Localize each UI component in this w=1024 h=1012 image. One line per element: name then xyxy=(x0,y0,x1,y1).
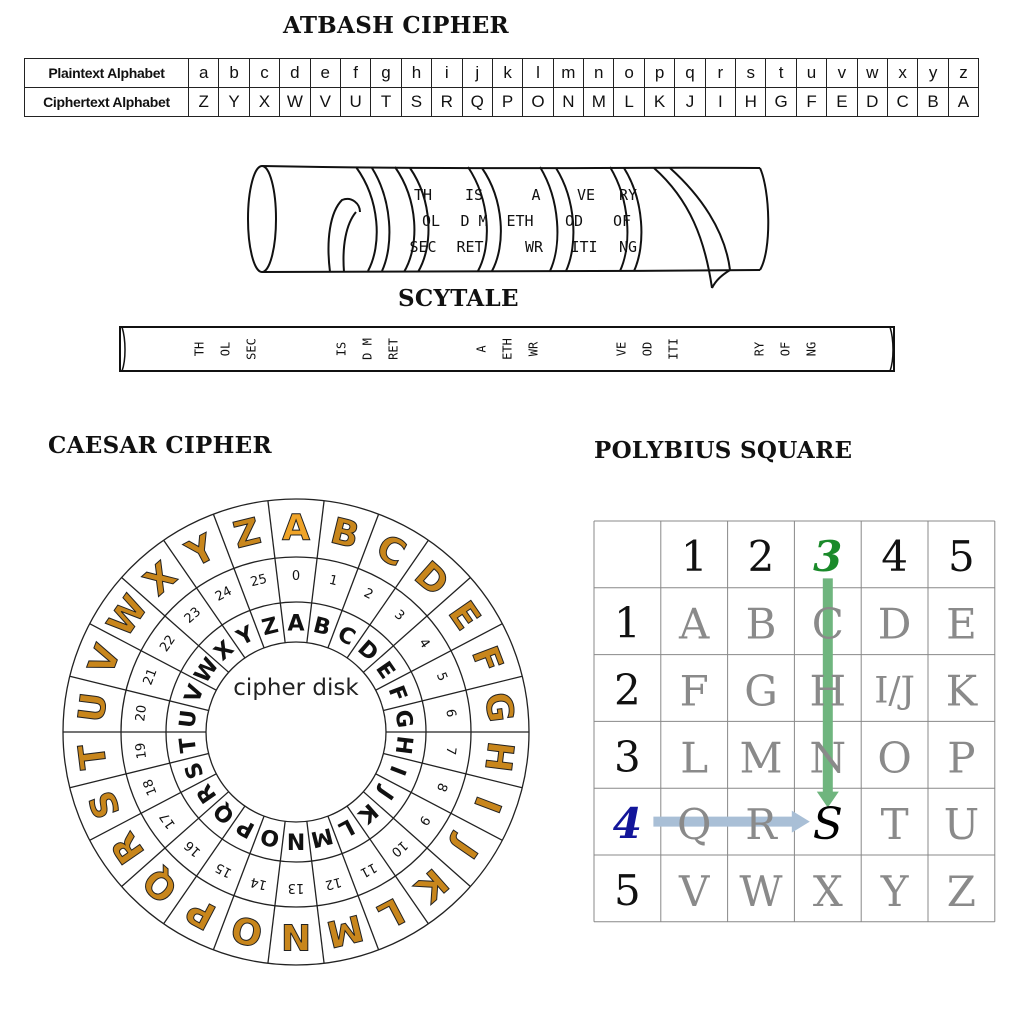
cell-letter: W xyxy=(739,866,783,916)
rod-text-fragment: TH xyxy=(413,186,433,204)
inner-ring-number: 20 xyxy=(133,704,151,723)
outer-ring-letter: S xyxy=(81,784,130,824)
strip-text-fragment: WR xyxy=(526,341,541,357)
inner-ring-number: 13 xyxy=(287,880,305,895)
column-header: 3 xyxy=(813,531,843,581)
rod-text-fragment: IS xyxy=(464,186,484,204)
plaintext-cell: z xyxy=(948,59,978,88)
ciphertext-cell: V xyxy=(310,88,340,117)
ciphertext-cell: H xyxy=(736,88,766,117)
inner-ring-number: 14 xyxy=(248,873,269,893)
cell-letter: F xyxy=(679,666,709,716)
rod-text-fragment: VE xyxy=(576,186,596,204)
inner-ring-letter: H xyxy=(389,734,417,756)
plaintext-cell: w xyxy=(857,59,887,88)
plaintext-cell: g xyxy=(371,59,401,88)
plaintext-cell: c xyxy=(249,59,279,88)
outer-ring-letter: V xyxy=(81,639,130,680)
inner-ring-number: 25 xyxy=(248,571,269,591)
cell-letter: L xyxy=(680,733,709,783)
plaintext-cell: v xyxy=(827,59,857,88)
inner-ring-number: 4 xyxy=(415,635,433,652)
outer-ring-letter: G xyxy=(476,690,521,725)
row-header: 1 xyxy=(614,598,641,648)
inner-ring-letter: B xyxy=(310,612,333,642)
rod-text-fragment: NG xyxy=(618,238,638,256)
inner-ring-number: 0 xyxy=(291,569,301,584)
strip-text-fragment: ITI xyxy=(666,338,681,360)
inner-ring-number: 6 xyxy=(442,708,459,719)
inner-ring-letter: Z xyxy=(259,613,281,642)
outer-ring-letter: E xyxy=(440,594,488,638)
ciphertext-cell: F xyxy=(796,88,826,117)
plaintext-cell: x xyxy=(887,59,917,88)
inner-ring-number: 11 xyxy=(357,859,380,881)
ciphertext-cell: T xyxy=(371,88,401,117)
cell-letter: B xyxy=(745,599,777,649)
inner-ring-letter: W xyxy=(189,653,225,688)
cell-letter: Q xyxy=(676,800,712,850)
rod-text-fragment: OL xyxy=(421,212,441,230)
plaintext-label: Plaintext Alphabet xyxy=(25,59,189,88)
column-header: 1 xyxy=(680,531,708,581)
inner-ring-letter: N xyxy=(286,827,306,853)
outer-ring-letter: M xyxy=(322,905,368,955)
strip-text-fragment: VE xyxy=(614,341,629,357)
outer-ring-letter: Y xyxy=(180,527,223,576)
ciphertext-cell: X xyxy=(249,88,279,117)
plaintext-cell: p xyxy=(644,59,674,88)
inner-ring-number: 23 xyxy=(181,604,205,627)
rod-text-fragment: WR xyxy=(524,238,544,256)
column-header: 4 xyxy=(881,531,908,581)
cell-letter: I/J xyxy=(874,670,915,712)
inner-ring-letter: Y xyxy=(232,621,259,652)
cell-letter: O xyxy=(877,733,912,783)
ciphertext-cell: L xyxy=(614,88,644,117)
inner-ring-number: 24 xyxy=(212,583,235,605)
cell-letter: T xyxy=(880,800,909,850)
plaintext-cell: y xyxy=(918,59,948,88)
ciphertext-cell: P xyxy=(492,88,522,117)
outer-ring-letter: F xyxy=(463,640,511,679)
plaintext-cell: l xyxy=(523,59,553,88)
strip-text-fragment: SEC xyxy=(244,338,259,360)
inner-ring-letter: C xyxy=(333,621,360,652)
inner-ring-letter: K xyxy=(352,797,383,828)
inner-ring-number: 5 xyxy=(432,670,450,684)
outer-ring-letter: T xyxy=(71,741,116,772)
ciphertext-cell: Y xyxy=(219,88,249,117)
ciphertext-cell: K xyxy=(644,88,674,117)
atbash-title: ATBASH CIPHER xyxy=(283,12,509,39)
inner-ring-number: 22 xyxy=(157,632,179,655)
outer-ring-letter: C xyxy=(369,527,413,576)
inner-ring-number: 8 xyxy=(432,780,450,794)
row-header: 2 xyxy=(614,665,641,715)
rod-text-fragment: OD xyxy=(564,212,584,230)
plaintext-cell: s xyxy=(736,59,766,88)
inner-ring-number: 21 xyxy=(140,666,161,688)
strip-text-fragment: RY xyxy=(752,341,767,357)
outer-ring-letter: Q xyxy=(135,859,186,911)
plaintext-cell: f xyxy=(340,59,370,88)
inner-ring-letter: F xyxy=(382,682,412,706)
ciphertext-cell: C xyxy=(887,88,917,117)
rod-text-fragment: ITI xyxy=(570,238,598,256)
inner-ring-letter: P xyxy=(232,812,259,843)
outer-ring-letter: K xyxy=(407,860,456,910)
outer-ring-letter: H xyxy=(476,739,521,775)
inner-ring-number: 2 xyxy=(361,585,376,603)
plaintext-cell: n xyxy=(584,59,614,88)
inner-ring-letter: J xyxy=(372,782,398,804)
inner-ring-number: 17 xyxy=(157,809,179,832)
result-cell-letter: S xyxy=(812,799,843,851)
outer-ring-letter: R xyxy=(103,824,153,871)
inner-ring-number: 18 xyxy=(140,776,161,798)
outer-ring-letter: D xyxy=(406,554,457,605)
plaintext-cell: m xyxy=(553,59,583,88)
rod-text-fragment: RY xyxy=(618,186,638,204)
cell-letter: Z xyxy=(946,866,976,916)
inner-ring-number: 9 xyxy=(415,812,433,829)
inner-ring-letter: I xyxy=(383,762,411,779)
inner-ring-letter: G xyxy=(389,708,417,730)
plaintext-cell: b xyxy=(219,59,249,88)
plaintext-cell: o xyxy=(614,59,644,88)
cell-letter: H xyxy=(809,666,847,716)
cell-letter: R xyxy=(745,800,777,850)
plaintext-cell: h xyxy=(401,59,431,88)
row-header: 3 xyxy=(614,732,641,782)
outer-ring-letter: J xyxy=(443,830,485,866)
ciphertext-cell: S xyxy=(401,88,431,117)
strip-text-fragment: OD xyxy=(640,341,655,357)
inner-ring-letter: R xyxy=(192,779,223,808)
cell-letter: C xyxy=(811,599,844,649)
plaintext-cell: a xyxy=(189,59,219,88)
inner-ring-letter: O xyxy=(258,822,283,852)
inner-ring-letter: L xyxy=(334,813,359,842)
ciphertext-cell: R xyxy=(432,88,462,117)
strip-text-fragment: RET xyxy=(386,338,401,360)
inner-ring-number: 15 xyxy=(212,859,235,881)
ciphertext-cell: D xyxy=(857,88,887,117)
inner-ring-letter: M xyxy=(308,822,336,852)
cell-letter: A xyxy=(679,599,710,649)
inner-ring-letter: V xyxy=(180,681,210,707)
outer-ring-letter: A xyxy=(282,507,310,549)
rod-text-fragment: A xyxy=(531,186,541,204)
cell-letter: U xyxy=(943,800,980,850)
ciphertext-cell: A xyxy=(948,88,978,117)
rod-text-fragment: ETH xyxy=(506,212,534,230)
ciphertext-cell: E xyxy=(827,88,857,117)
rod-text-fragment: D M xyxy=(460,212,488,230)
inner-ring-number: 16 xyxy=(181,837,205,860)
strip-text-fragment: OL xyxy=(218,341,233,357)
rod-text-fragment: SEC xyxy=(409,238,437,256)
outer-ring-letter: I xyxy=(465,790,509,818)
plaintext-cell: j xyxy=(462,59,492,88)
cell-letter: V xyxy=(679,866,710,916)
outer-ring-letter: N xyxy=(280,915,312,957)
plaintext-cell: t xyxy=(766,59,796,88)
polybius-title: POLYBIUS SQUARE xyxy=(594,437,853,464)
ciphertext-cell: I xyxy=(705,88,735,117)
plaintext-cell: e xyxy=(310,59,340,88)
outer-ring-letter: B xyxy=(326,510,364,558)
cipher-disk-label: cipher disk xyxy=(233,675,359,701)
strip-text-fragment: D M xyxy=(360,338,375,360)
row-header: 5 xyxy=(614,865,641,915)
strip-text-fragment: A xyxy=(474,345,489,353)
ciphertext-label: Ciphertext Alphabet xyxy=(25,88,189,117)
caesar-title: CAESAR CIPHER xyxy=(48,432,272,459)
cell-letter: X xyxy=(812,866,843,916)
row-arrow-head xyxy=(792,811,810,833)
ciphertext-cell: W xyxy=(280,88,310,117)
rod-text-fragment: RET xyxy=(456,238,484,256)
outer-ring-letter: W xyxy=(99,588,157,645)
strip-text-fragment: ETH xyxy=(500,338,515,360)
outer-ring-letter: O xyxy=(227,906,267,954)
inner-ring-letter: E xyxy=(370,657,400,684)
row-header: 4 xyxy=(612,799,643,849)
inner-ring-letter: U xyxy=(175,708,203,730)
plaintext-cell: r xyxy=(705,59,735,88)
ciphertext-cell: B xyxy=(918,88,948,117)
strip-text-fragment: OF xyxy=(778,341,793,357)
inner-ring-number: 19 xyxy=(133,741,151,760)
outer-ring-letter: U xyxy=(71,690,116,725)
scytale-title: SCYTALE xyxy=(398,285,519,312)
ciphertext-cell: Z xyxy=(189,88,219,117)
cell-letter: M xyxy=(739,733,783,783)
cell-letter: E xyxy=(946,599,977,649)
inner-ring-letter: D xyxy=(352,635,383,667)
plaintext-cell: d xyxy=(280,59,310,88)
cell-letter: K xyxy=(945,666,978,716)
outer-ring-letter: X xyxy=(136,554,185,604)
inner-ring-letter: T xyxy=(175,736,203,754)
inner-ring-letter: A xyxy=(287,611,305,637)
ciphertext-cell: O xyxy=(523,88,553,117)
inner-ring-number: 12 xyxy=(323,873,344,893)
plaintext-cell: k xyxy=(492,59,522,88)
plaintext-cell: u xyxy=(796,59,826,88)
inner-ring-letter: X xyxy=(209,636,240,667)
cell-letter: Y xyxy=(880,866,909,916)
inner-ring-letter: Q xyxy=(209,797,240,829)
outer-ring-letter: P xyxy=(179,888,223,937)
cell-letter: N xyxy=(809,733,847,783)
inner-ring-number: 1 xyxy=(327,572,340,590)
plaintext-cell: i xyxy=(432,59,462,88)
ciphertext-cell: Q xyxy=(462,88,492,117)
strip-text-fragment: NG xyxy=(804,341,819,357)
inner-ring-number: 10 xyxy=(387,837,411,860)
ciphertext-cell: J xyxy=(675,88,705,117)
column-header: 5 xyxy=(948,531,975,581)
inner-ring-number: 7 xyxy=(442,745,459,756)
cell-letter: P xyxy=(947,733,976,783)
cell-letter: D xyxy=(877,599,912,649)
inner-ring-number: 3 xyxy=(391,607,408,624)
ciphertext-cell: G xyxy=(766,88,796,117)
ciphertext-cell: N xyxy=(553,88,583,117)
strip-text-fragment: TH xyxy=(192,341,207,357)
ciphertext-cell: U xyxy=(340,88,370,117)
column-header: 2 xyxy=(747,531,775,581)
inner-ring-letter: S xyxy=(180,758,210,783)
cell-letter: G xyxy=(744,666,778,716)
outer-ring-letter: L xyxy=(371,889,411,937)
plaintext-cell: q xyxy=(675,59,705,88)
ciphertext-cell: M xyxy=(584,88,614,117)
strip-text-fragment: IS xyxy=(334,341,349,357)
rod-text-fragment: OF xyxy=(612,212,632,230)
outer-ring-letter: Z xyxy=(229,510,265,557)
